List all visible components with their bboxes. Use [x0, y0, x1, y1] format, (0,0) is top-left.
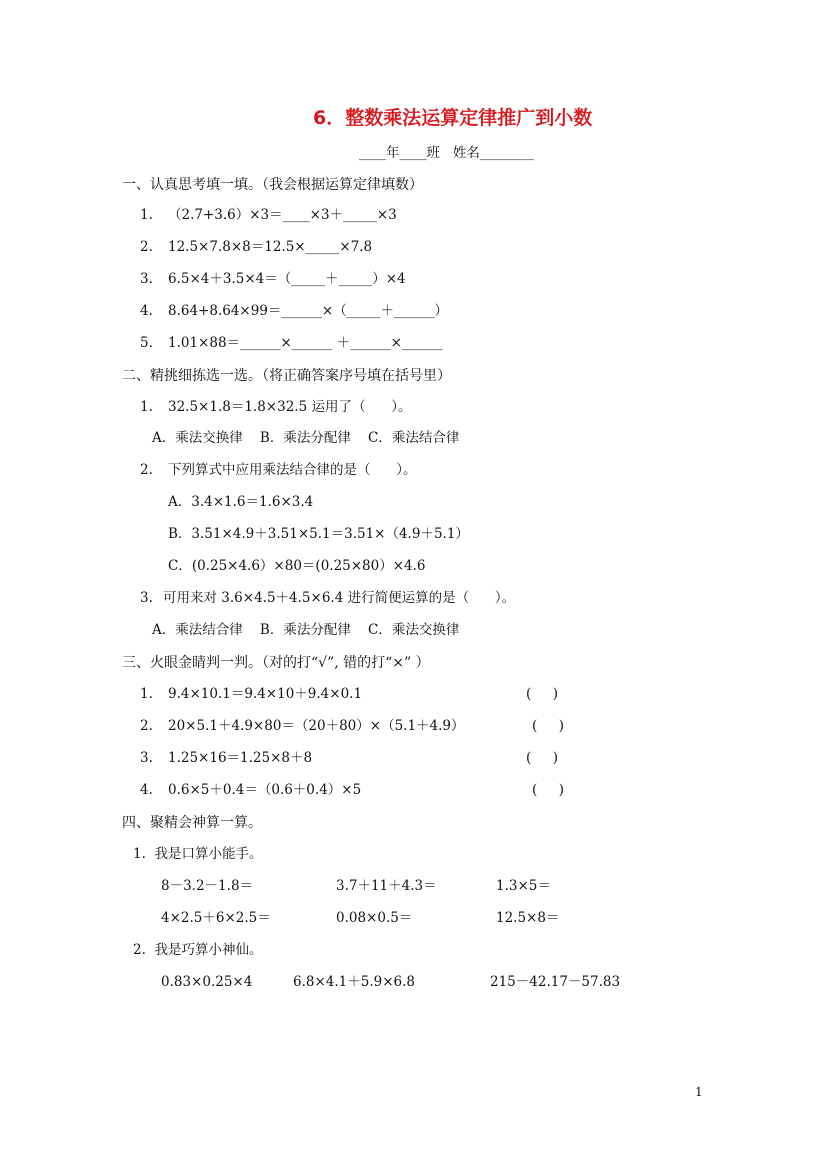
s2-q3-number: 3.	[140, 590, 153, 606]
s3-item-3-answer-paren: ( )	[526, 750, 558, 766]
s1-item-4-number: 4.	[140, 303, 153, 319]
s2-q2-option-b: B．3.51×4.9＋3.51×5.1＝3.51×（4.9＋5.1）	[168, 526, 469, 542]
s2-q2-number: 2.	[140, 462, 153, 478]
s3-item-4-answer-paren: ( )	[532, 782, 564, 798]
s4-smart-1: 0.83×0.25×4	[161, 974, 253, 990]
section-3-heading: 三、火眼金睛判一判。（对的打“√”, 错的打“×” ）	[122, 655, 430, 671]
s1-item-2-number: 2.	[140, 239, 153, 255]
s3-item-2-text: 20×5.1＋4.9×80＝（20＋80）×（5.1＋4.9）	[168, 718, 465, 734]
s4-smart-3: 215－42.17－57.83	[490, 974, 621, 990]
s3-item-4-number: 4.	[140, 782, 153, 798]
s4-oral-1: 8－3.2－1.8＝	[161, 878, 254, 894]
s1-item-1-number: 1.	[140, 207, 153, 223]
s3-item-1-number: 1.	[140, 686, 153, 702]
s1-item-3-number: 3.	[140, 271, 153, 287]
page-number: 1	[695, 1085, 703, 1099]
s1-item-5-text: 1.01×88＝______×______ ＋______×______	[168, 335, 443, 351]
s2-q2-text: 下列算式中应用乘法结合律的是（ ）。	[168, 462, 417, 478]
s4-part-2-label: 2. 我是巧算小神仙。	[133, 942, 263, 958]
s2-q2-option-c: C．(0.25×4.6）×80＝(0.25×80）×4.6	[168, 558, 426, 574]
s3-item-3-number: 3.	[140, 750, 153, 766]
s2-q3-options: A．乘法结合律 B．乘法分配律 C．乘法交换律	[152, 622, 460, 638]
s1-item-1-text: （2.7+3.6）×3＝____×3＋_____×3	[168, 207, 397, 223]
page-title: 6．整数乘法运算定律推广到小数	[313, 107, 593, 129]
s1-item-4-text: 8.64+8.64×99＝______×（_____＋______）	[168, 303, 448, 319]
s3-item-2-answer-paren: ( )	[532, 718, 564, 734]
s3-item-1-text: 9.4×10.1＝9.4×10＋9.4×0.1	[168, 686, 363, 702]
section-4-heading: 四、聚精会神算一算。	[122, 815, 262, 831]
s2-q3-text: 可用来对 3.6×4.5＋4.5×6.4 进行简便运算的是（ ）。	[163, 590, 516, 606]
section-1-heading: 一、认真思考填一填。（我会根据运算定律填数）	[122, 177, 423, 193]
section-2-heading: 二、精挑细拣选一选。（将正确答案序号填在括号里）	[122, 368, 451, 384]
s4-part-1-label: 1. 我是口算小能手。	[133, 846, 263, 862]
s3-item-3-text: 1.25×16＝1.25×8＋8	[168, 750, 313, 766]
class-name-line: ____年____班 姓名________	[359, 145, 534, 161]
s1-item-2-text: 12.5×7.8×8＝12.5×_____×7.8	[168, 239, 373, 255]
s4-oral-2: 3.7＋11＋4.3＝	[336, 878, 437, 894]
s3-item-1-answer-paren: ( )	[526, 686, 558, 702]
s2-q1-options: A．乘法交换律 B．乘法分配律 C．乘法结合律	[152, 430, 460, 446]
s1-item-5-number: 5.	[140, 335, 153, 351]
s4-oral-5: 0.08×0.5＝	[336, 910, 413, 926]
s3-item-4-text: 0.6×5＋0.4＝（0.6＋0.4）×5	[168, 782, 362, 798]
s2-q1-number: 1.	[140, 399, 153, 415]
s1-item-3-text: 6.5×4＋3.5×4＝（_____＋_____）×4	[168, 271, 406, 287]
s4-oral-6: 12.5×8＝	[496, 910, 560, 926]
s2-q1-text: 32.5×1.8＝1.8×32.5 运用了（ ）。	[168, 399, 412, 415]
s4-oral-4: 4×2.5＋6×2.5＝	[161, 910, 271, 926]
s2-q2-option-a: A．3.4×1.6＝1.6×3.4	[168, 494, 314, 510]
s4-oral-3: 1.3×5＝	[496, 878, 551, 894]
s4-smart-2: 6.8×4.1＋5.9×6.8	[293, 974, 416, 990]
s3-item-2-number: 2.	[140, 718, 153, 734]
